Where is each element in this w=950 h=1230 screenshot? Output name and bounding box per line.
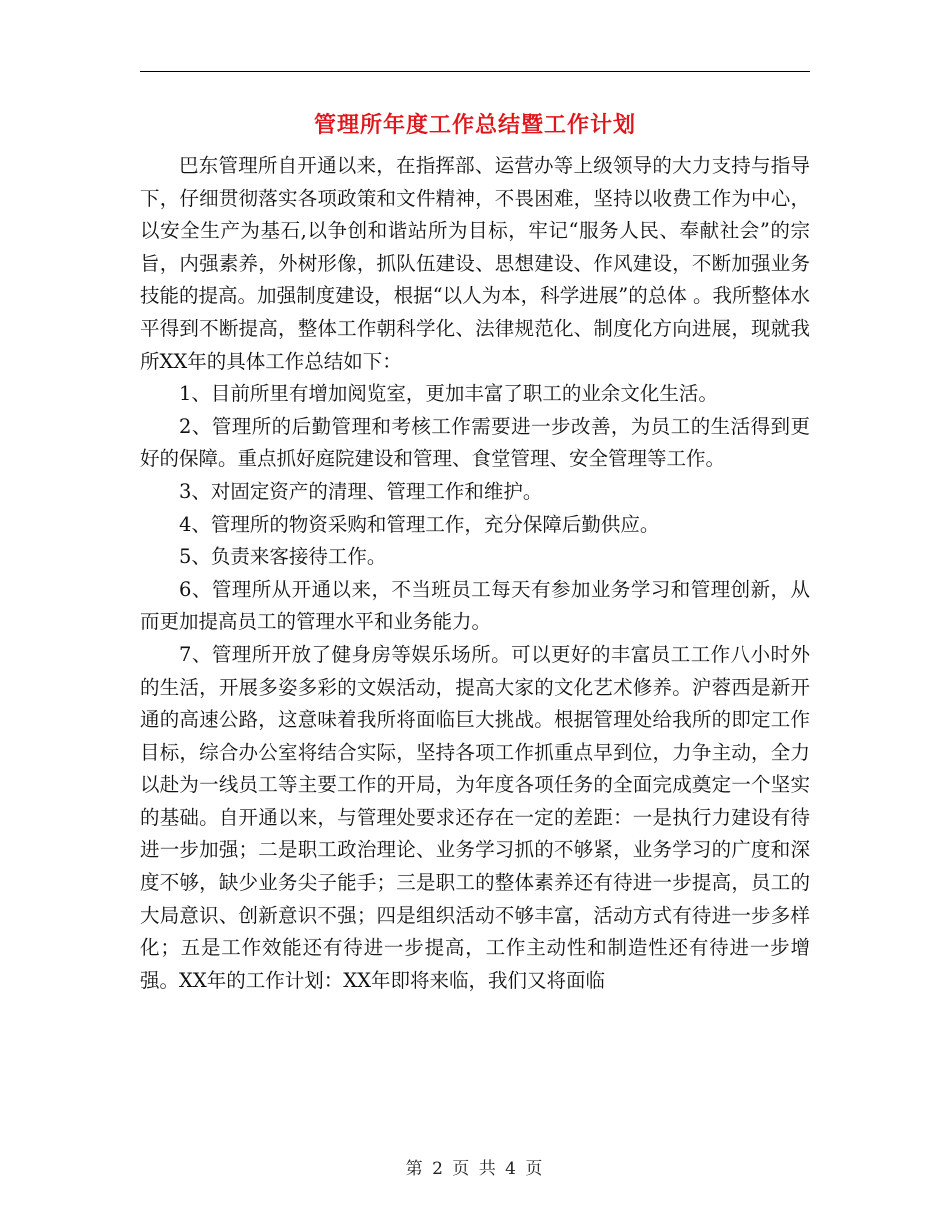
- item-paragraph-7: 7、管理所开放了健身房等娱乐场所。可以更好的丰富员工工作八小时外的生活，开展多姿多彩的文娱活动，提高大家的文化艺术修养。沪蓉西是新开通的高速公路，这意味着我所将面临巨大挑战。根据管理处给我所的即定工作目标，综合办公室将结合实际，坚持各项工作抓重点早到位，力争主动，全力以赴为一线员工等主要工作的开局，为年度各项任务的全面完成奠定一个坚实的基础。自开通以来，与管理处要求还存在一定的差距：一是执行力建设有待进一步加强；二是职工政治理论、业务学习抓的不够紧，业务学习的广度和深度不够，缺少业务尖子能手；三是职工的整体素养还有待进一步提高，员工的大局意识、创新意识不强；四是组织活动不够丰富，活动方式有待进一步多样化；五是工作效能还有待进一步提高，工作主动性和制造性还有待进一步增强。XX年的工作计划：XX年即将来临，我们又将面临: [140, 642, 810, 992]
- item-paragraph-1: 1、目前所里有增加阅览室，更加丰富了职工的业余文化生活。: [179, 382, 718, 406]
- item-paragraph-2: 2、管理所的后勤管理和考核工作需要进一步改善，为员工的生活得到更好的保障。重点抓好庭院建设和管理、食堂管理、安全管理等工作。: [140, 414, 810, 471]
- page-number: 第 2 页 共 4 页: [405, 1159, 545, 1179]
- item-paragraph-5: 5、负责来客接待工作。: [179, 545, 387, 569]
- intro-paragraph: 巴东管理所自开通以来，在指挥部、运营办等上级领导的大力支持与指导下，仔细贯彻落实各项政策和文件精神，不畏困难，坚持以收费工作为中心，以安全生产为基石,以争创和谐站所为目标，牢记“服务人民、奉献社会”的宗旨，内强素养，外树形像，抓队伍建设、思想建设、作风建设，不断加强业务技能的提高。加强制度建设，根据“以人为本，科学进展”的总体 。我所整体水平得到不断提高，整体工作朝科学化、法律规范化、制度化方向进展，现就我所XX年的具体工作总结如下：: [140, 154, 810, 373]
- item-paragraph-3: 3、对固定资产的清理、管理工作和维护。: [179, 479, 543, 503]
- document-body: [140, 150, 810, 997]
- item-paragraph-4: 4、管理所的物资采购和管理工作，充分保障后勤供应。: [179, 512, 660, 536]
- header-rule: [140, 71, 810, 72]
- item-paragraph-6: 6、管理所从开通以来，不当班员工每天有参加业务学习和管理创新，从而更加提高员工的管理水平和业务能力。: [140, 577, 810, 634]
- document-title: 管理所年度工作总结暨工作计划: [313, 113, 636, 138]
